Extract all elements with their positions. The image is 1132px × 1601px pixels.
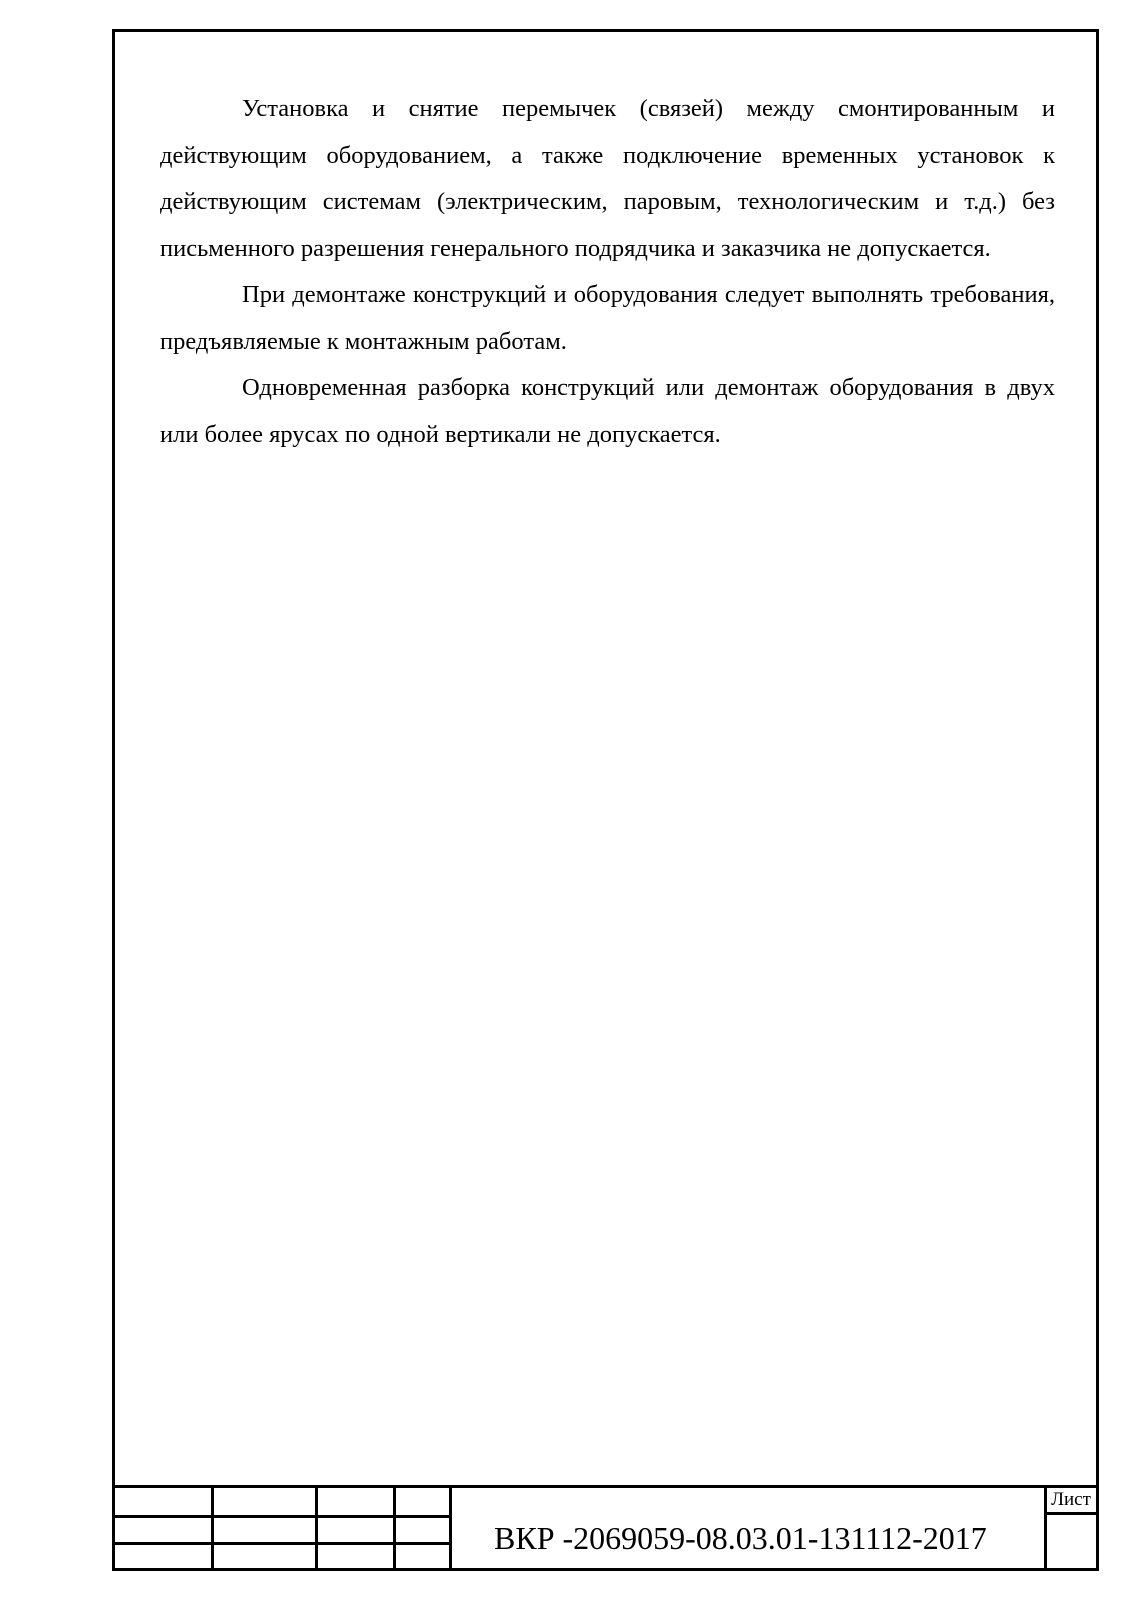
paragraph-1: Установка и снятие перемычек (связей) между смонтированным и действующим оборудованием, а также подключение временных установок к действующим системам (электрическим, паровым, технологическим и т.д.) без письменного разрешения генерального подрядчика и заказчика не допускается. <box>160 95 1055 262</box>
paragraph-2: При демонтаже конструкций и оборудования следует выполнять требования, предъявляемые к монтажным работам. <box>160 281 1055 355</box>
document-body <box>160 86 1055 458</box>
document-code: ВКР -2069059-08.03.01-131112-2017 <box>494 1520 987 1556</box>
title-block-col-line-4 <box>449 1485 452 1571</box>
title-block-row-line-1 <box>112 1515 452 1518</box>
paragraph-3: Одновременная разборка конструкций или демонтаж оборудования в двух или более ярусах по одной вертикали не допускается. <box>160 374 1055 448</box>
title-block-col-line-2 <box>315 1485 318 1571</box>
title-block-col-line-3 <box>393 1485 396 1571</box>
title-block-row-line-2 <box>112 1542 452 1545</box>
sheet-label: Лист <box>1051 1489 1091 1510</box>
title-block-col-line-1 <box>211 1485 214 1571</box>
title-block-top-line <box>112 1485 1099 1488</box>
